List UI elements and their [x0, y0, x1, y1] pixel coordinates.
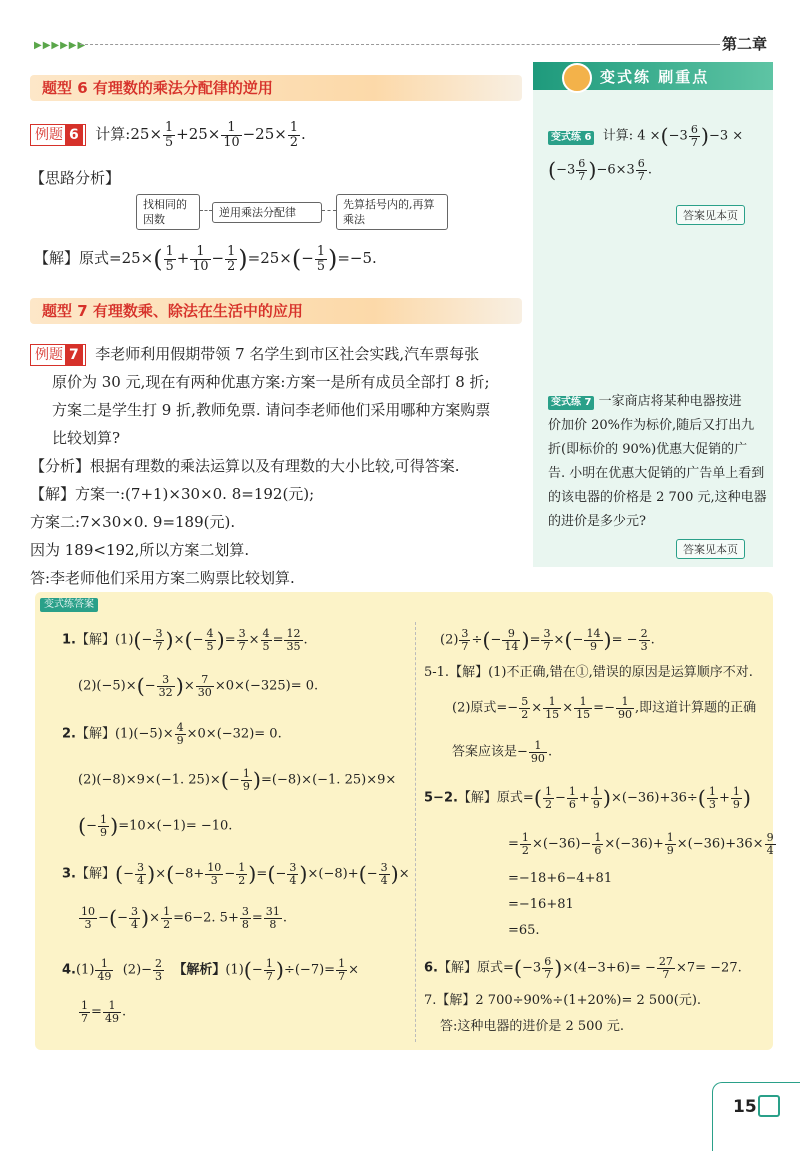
- example-7-solution-1: 【解】方案一:(7+1)×30×0. 8=192(元);: [30, 485, 315, 503]
- variant-7: 变式练 7 一家商店将某种电器按进 价加价 20%作为标价,随后又打出九 折(即标价的 90%)优惠大促销的广 告. 小明在优惠大促销的广告单上看到 的该电器的价格是 2 700 元,这种电器 的进价是多少元?: [548, 394, 767, 529]
- example-7-solution-3: 因为 189<192,所以方案二划算.: [30, 541, 250, 559]
- flow-step-2: 逆用乘法分配律: [212, 202, 322, 223]
- flow-step-3: 先算括号内的,再算乘法: [336, 194, 448, 230]
- answer-4-1: 4.(1) $\frac{1}{49}$ (2)− $\frac{2}{3}$ 【解析】(1)(− $\frac{1}{7}$ )÷(−7)= $\frac{1}{7}$ ×: [62, 957, 359, 983]
- example-6-solution: 【解】原式=25×( $\frac{1}{5}$ + $\frac{1}{10}$ − $\frac{1}{2}$ )=25×(− $\frac{1}{5}$ )=−5.: [34, 244, 377, 274]
- answers-label: 变式练答案: [40, 598, 98, 612]
- answer-5-1-b: (2)原式=− $\frac{5}{2}$ × $\frac{1}{15}$ × $\frac{1}{15}$ =− $\frac{1}{90}$ ,即这道计算题的正确: [452, 695, 757, 721]
- example-6-tag: 例题 6: [30, 124, 86, 146]
- answer-7-a: 7.【解】2 700÷90%÷(1+20%)= 2 500(元).: [424, 993, 702, 1008]
- answer-2-3: (− $\frac{1}{9}$ )=10×(−1)= −10.: [78, 813, 233, 839]
- example-7-solution-2: 方案二:7×30×0. 9=189(元).: [30, 513, 236, 531]
- page-number: 15: [733, 1097, 757, 1117]
- header-rule: [80, 44, 640, 45]
- answer-7-b: 答:这种电器的进价是 2 500 元.: [440, 1019, 624, 1034]
- example-7-analysis: 【分析】根据有理数的乘法运算以及有理数的大小比较,可得答案.: [30, 457, 460, 475]
- answer-4-3: (2) $\frac{3}{7}$ ÷(− $\frac{9}{14}$ )= $\frac{3}{7}$ ×(− $\frac{14}{9}$ )= − $\frac{2}{3}$ .: [440, 627, 655, 653]
- example-6-prompt: 计算:25×: [95, 125, 163, 143]
- example-6: 例题 6 计算:25× $\frac{1}{5}$ +25× $\frac{1}{10}$ −25× $\frac{1}{2}$ .: [30, 120, 306, 149]
- answer-5-1-c: 答案应该是− $\frac{1}{90}$ .: [452, 739, 553, 765]
- answer-5-2-b: = $\frac{1}{2}$ ×(−36)− $\frac{1}{6}$ ×(−36)+ $\frac{1}{9}$ ×(−36)+36× $\frac{9}{4}$: [508, 831, 774, 857]
- variant-6-answer-link[interactable]: 答案见本页: [676, 205, 745, 225]
- flow-step-1: 找相同的因数: [136, 194, 200, 230]
- answer-1-2: (2)(−5)×(− $\frac{3}{32}$ )× $\frac{7}{30}$ ×0×(−325)= 0.: [78, 673, 319, 699]
- answer-5-2-d: =−16+81: [508, 897, 574, 912]
- answer-2-1: 2.【解】(1)(−5)× $\frac{4}{9}$ ×0×(−32)= 0.: [62, 721, 282, 747]
- answer-5-2-c: =−18+6−4+81: [508, 871, 613, 886]
- variant-7-answer-link[interactable]: 答案见本页: [676, 539, 745, 559]
- student-icon: [562, 63, 592, 93]
- answer-5-2-a: 5−2.【解】原式=( $\frac{1}{2}$ − $\frac{1}{6}$ + $\frac{1}{9}$ )×(−36)+36÷( $\frac{1}{3}$ + $\frac{1}{9}$ ): [424, 785, 752, 811]
- answer-6: 6.【解】原式=(−3 $\frac{6}{7}$ )×(4−3+6)= − $\frac{27}{7}$ ×7= −27.: [424, 955, 742, 981]
- example-7: 例题 7 李老师利用假期带领 7 名学生到市区社会实践,汽车票每张 原价为 30 元,现在有两种优惠方案:方案一是所有成员全部打 8 折; 方案二是学生打 9 折,教师免票. 请问李老师他们采用哪种方案购票 比较划算? 【分析】根据有理数的乘法运算以及有理数的大小比较,可得答案. 【解】方案一:(7+1)×30×0. 8=192(元); 方案二:7×30×0. 9=189(元). 因为 189<192,所以方案二划算. 答:李老师他们采用方案二购票比较划算.: [30, 340, 525, 592]
- header-dots: ▶▶▶▶▶▶: [34, 40, 87, 51]
- answer-5-1-a: 5-1.【解】(1)不正确,错在①,错误的原因是运算顺序不对.: [424, 665, 753, 680]
- flow-arrow-2: [322, 210, 336, 211]
- thinking-label: 【思路分析】: [30, 169, 121, 187]
- example-7-answer: 答:李老师他们采用方案二购票比较划算.: [30, 569, 295, 587]
- variant-6-line-2: (−3 $\frac{6}{7}$ )−6×3 $\frac{6}{7}$ .: [548, 157, 652, 183]
- variant-panel-title: 变式练 刷重点: [600, 68, 710, 86]
- compass-icon: [758, 1095, 780, 1117]
- chapter-title: 第二章: [722, 35, 768, 53]
- answer-5-2-e: =65.: [508, 923, 540, 938]
- answer-1-1: 1.【解】(1)(− $\frac{3}{7}$ )×(− $\frac{4}{5}$ )= $\frac{3}{7}$ × $\frac{4}{5}$ = $\frac{12}{35}$ .: [62, 627, 308, 653]
- answer-4-2: $\frac{1}{7}$ = $\frac{1}{49}$ .: [81, 999, 127, 1025]
- example-7-tag: 例题 7: [30, 344, 86, 366]
- variant-6: 变式练 6 计算: 4 ×(−3 $\frac{6}{7}$ )−3 ×: [548, 124, 743, 148]
- section-6-heading: 题型 6 有理数的乘法分配律的逆用: [30, 75, 522, 101]
- header-rule-2: [640, 44, 720, 45]
- answer-3-1: 3.【解】(− $\frac{3}{4}$ )×(−8+ $\frac{10}{3}$ − $\frac{1}{2}$ )=(− $\frac{3}{4}$ )×(−8)+(− $\frac{3}{4}$ )×: [62, 861, 410, 887]
- answer-3-2: $\frac{10}{3}$ −(− $\frac{3}{4}$ )× $\frac{1}{2}$ =6−2. 5+ $\frac{3}{8}$ = $\frac{31}{8}$ .: [81, 905, 287, 931]
- flow-arrow-1: [200, 210, 212, 211]
- section-7-heading: 题型 7 有理数乘、除法在生活中的应用: [30, 298, 522, 324]
- answers-divider: [415, 622, 416, 1042]
- answer-2-2: (2)(−8)×9×(−1. 25)×(− $\frac{1}{9}$ )=(−8)×(−1. 25)×9×: [78, 767, 397, 793]
